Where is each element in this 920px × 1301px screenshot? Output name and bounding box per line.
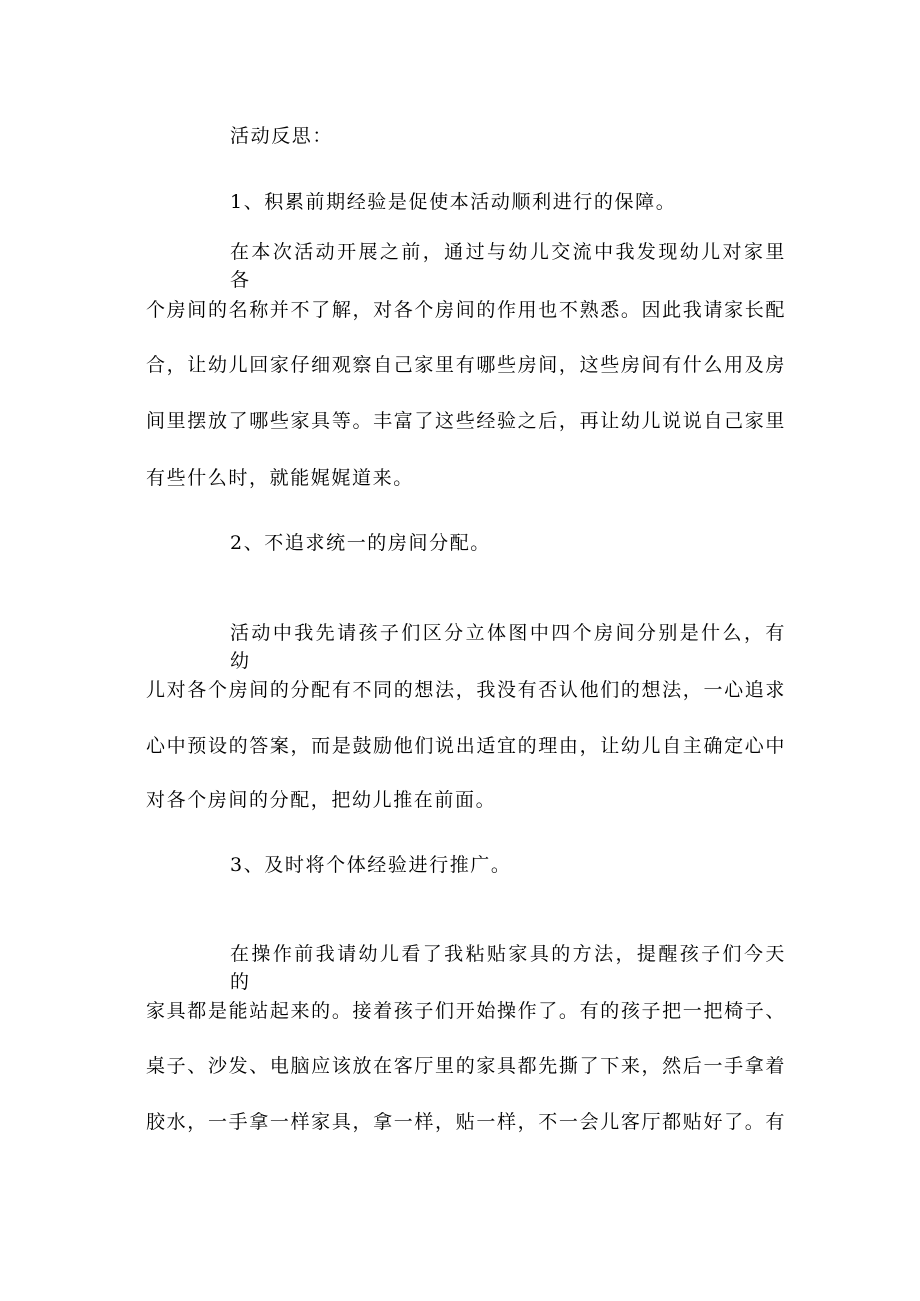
paragraph-line: 心中预设的答案，而是鼓励他们说出适宜的理由，让幼儿自主确定心中 [146, 735, 786, 757]
paragraph-line: 有些什么时，就能娓娓道来。 [146, 467, 414, 489]
paragraph-line: 在本次活动开展之前，通过与幼儿交流中我发现幼儿对家里各 [230, 241, 786, 291]
section-1-title: 1、积累前期经验是促使本活动顺利进行的保障。 [230, 191, 677, 213]
heading-reflection: 活动反思： [230, 125, 334, 147]
paragraph-line: 在操作前我请幼儿看了我粘贴家具的方法，提醒孩子们今天的 [230, 943, 786, 993]
paragraph-line: 家具都是能站起来的。接着孩子们开始操作了。有的孩子把一把椅子、 [146, 1000, 786, 1022]
section-2-title: 2、不追求统一的房间分配。 [230, 532, 491, 554]
paragraph-line: 间里摆放了哪些家具等。丰富了这些经验之后，再让幼儿说说自己家里 [146, 410, 786, 432]
paragraph-line: 儿对各个房间的分配有不同的想法，我没有否认他们的想法，一心追求 [146, 679, 786, 701]
paragraph-line: 桌子、沙发、电脑应该放在客厅里的家具都先撕了下来，然后一手拿着 [146, 1055, 786, 1077]
paragraph-line: 合，让幼儿回家仔细观察自己家里有哪些房间，这些房间有什么用及房 [146, 354, 786, 376]
paragraph-line: 活动中我先请孩子们区分立体图中四个房间分别是什么，有幼 [230, 622, 786, 672]
paragraph-line: 个房间的名称并不了解，对各个房间的作用也不熟悉。因此我请家长配 [146, 299, 786, 321]
paragraph-line: 对各个房间的分配，把幼儿推在前面。 [146, 789, 497, 811]
paragraph-line: 胶水，一手拿一样家具，拿一样，贴一样，不一会儿客厅都贴好了。有 [146, 1111, 786, 1133]
section-3-title: 3、及时将个体经验进行推广。 [230, 854, 512, 876]
